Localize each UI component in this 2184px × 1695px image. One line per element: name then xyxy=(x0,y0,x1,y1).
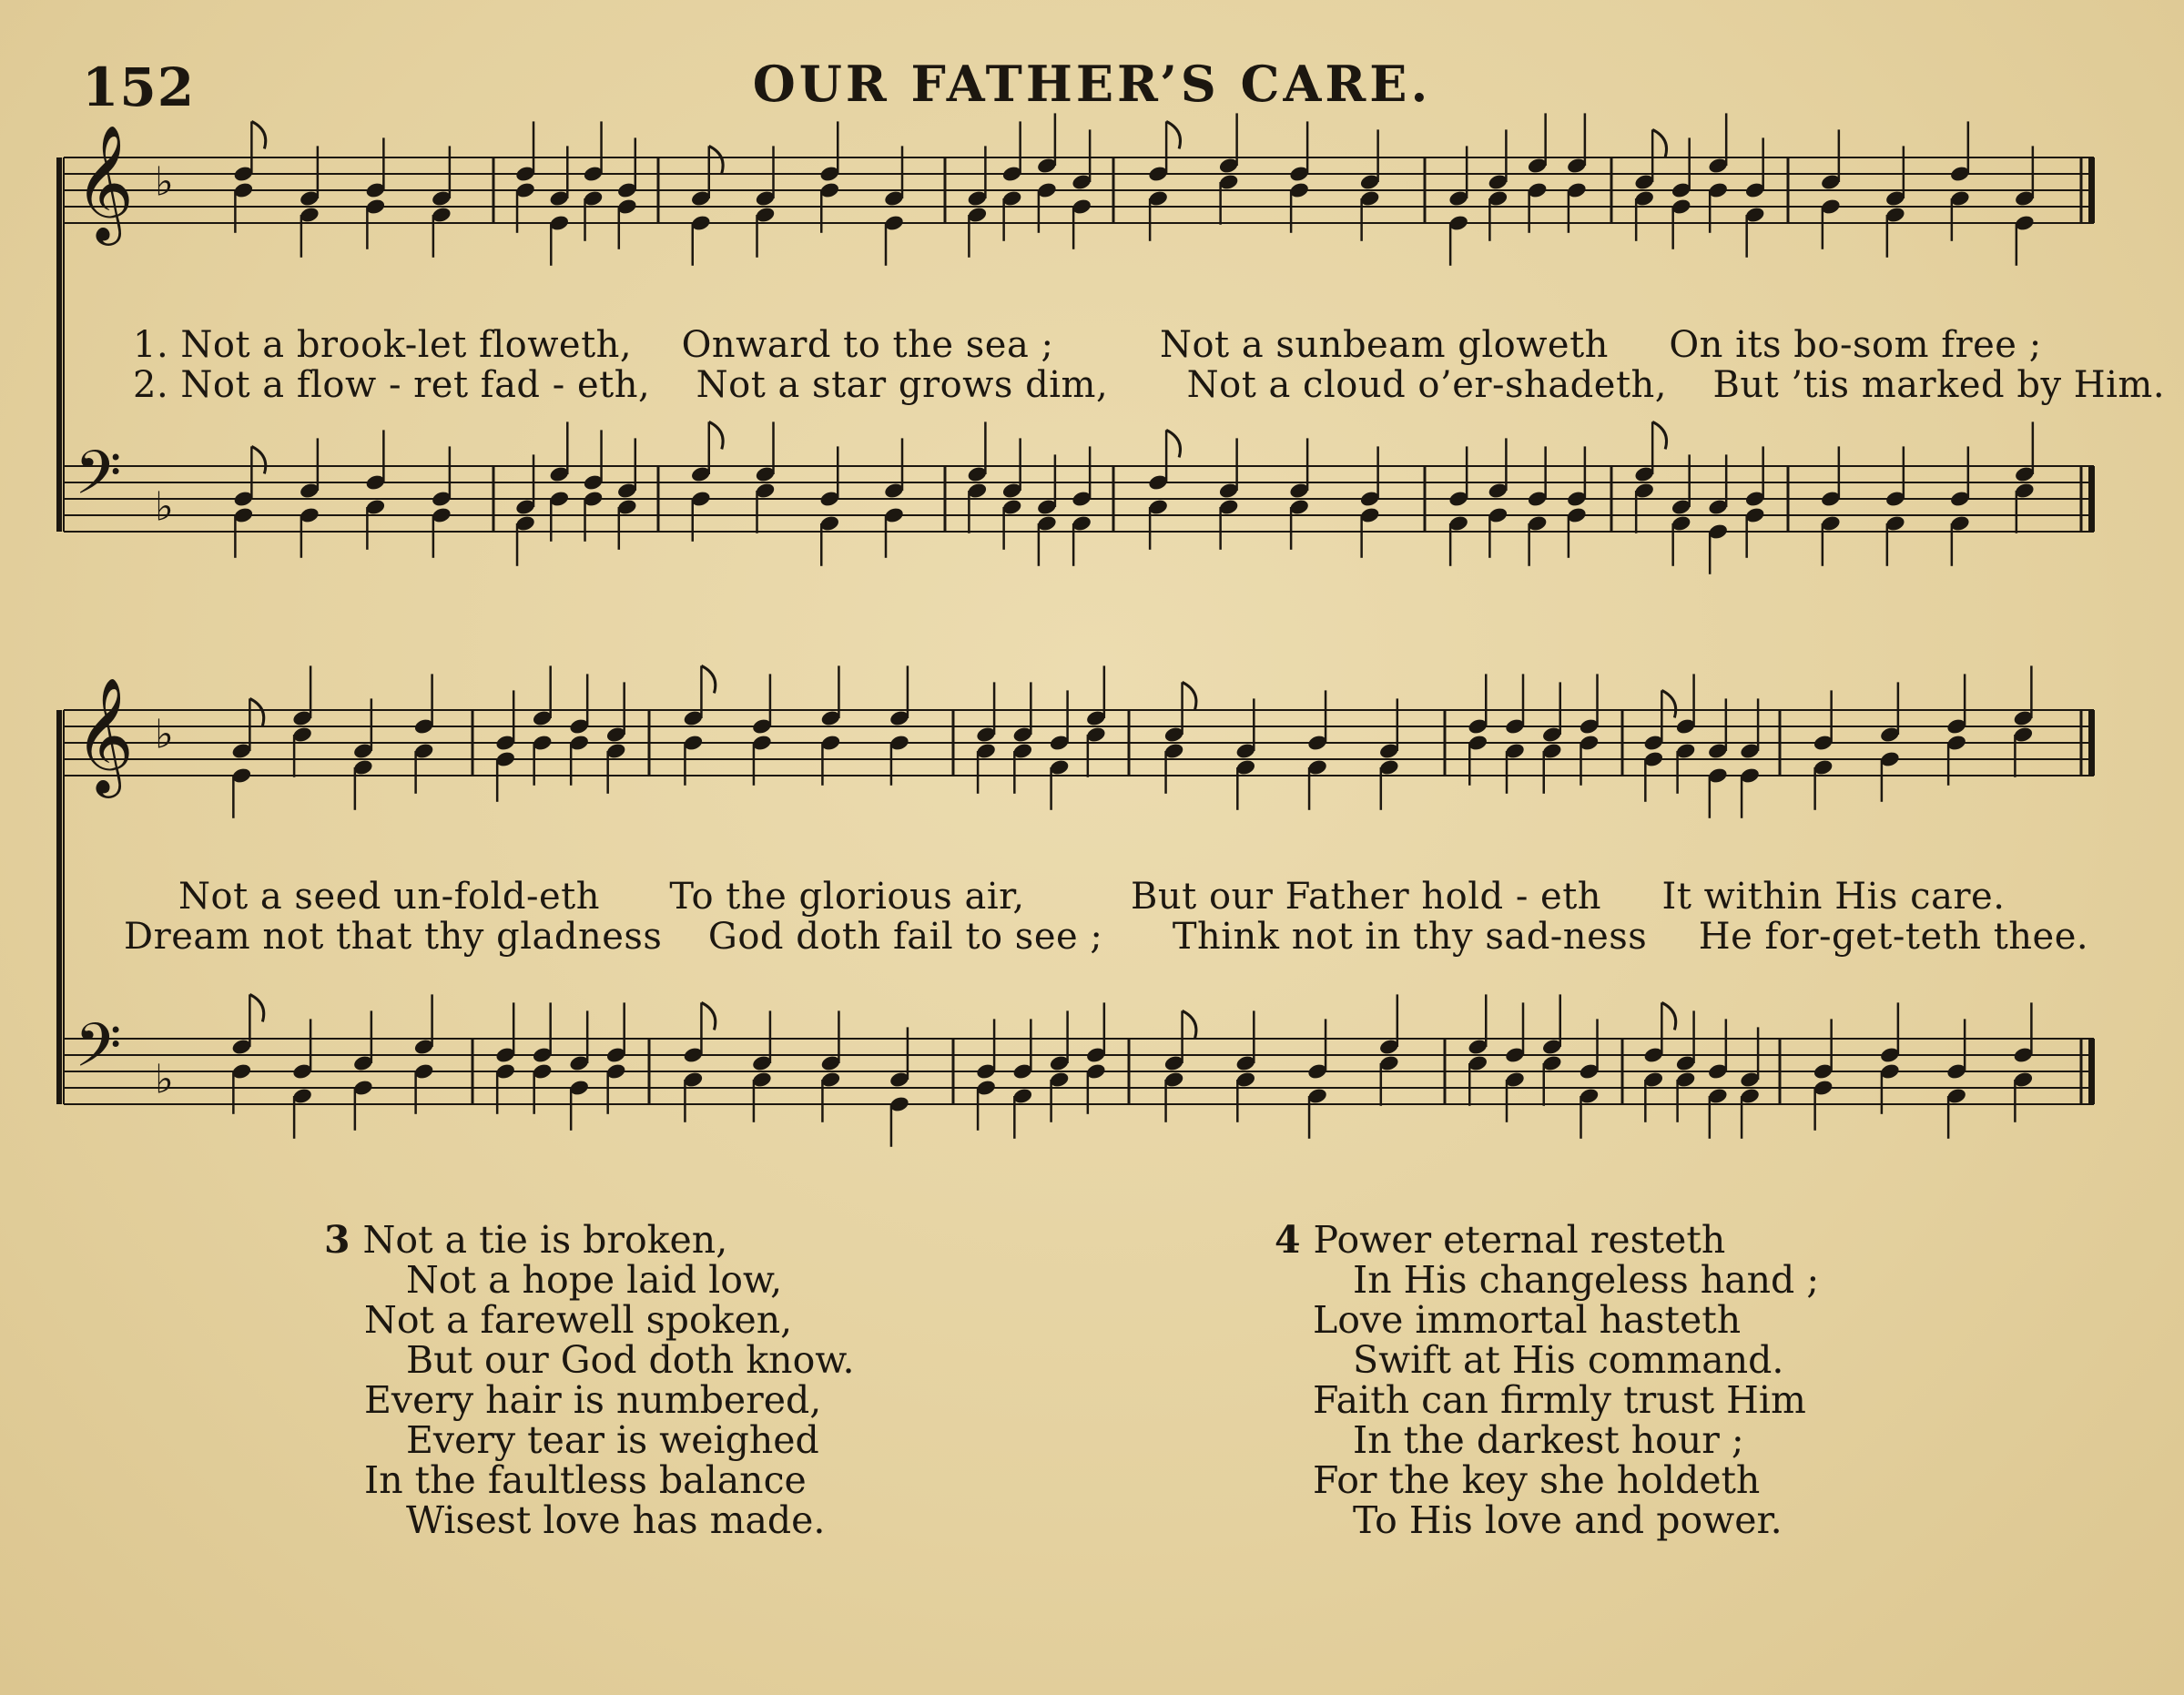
treble-clef-icon: 𝄞 xyxy=(75,675,135,793)
stanza-line: Swift at His command. xyxy=(1353,1338,1784,1382)
lyric-phrase: To the glorious air, xyxy=(669,876,1025,918)
stanza-number: 4 xyxy=(1275,1218,1301,1262)
stanza-line: In His changeless hand ; xyxy=(1353,1258,1820,1302)
flat-icon: ♭ xyxy=(155,1056,174,1103)
note-flag xyxy=(1652,129,1666,157)
stanza-line: But our God doth know. xyxy=(406,1338,855,1382)
note-flag xyxy=(701,665,715,693)
lyric-phrase: But ’tis marked by Him. xyxy=(1712,364,2166,406)
stanza-line: 3 Not a tie is broken, xyxy=(324,1218,728,1262)
note-flag xyxy=(1183,1010,1196,1038)
lyrics-verse2-line1 xyxy=(133,364,2165,406)
stanza-3 xyxy=(324,1220,855,1540)
flat-icon: ♭ xyxy=(155,158,174,206)
lyric-phrase: Not a seed un-fold-eth xyxy=(178,876,600,918)
stanza-number: 3 xyxy=(324,1218,350,1262)
stanza-line: In the darkest hour ; xyxy=(1353,1418,1744,1462)
stanza-4 xyxy=(1275,1220,1819,1540)
lyrics-verse1-line1 xyxy=(133,324,2042,366)
flat-icon: ♭ xyxy=(155,483,174,531)
final-barline xyxy=(2088,710,2095,776)
flat-icon: ♭ xyxy=(155,711,174,758)
lyric-phrase: 2. Not a flow - ret fad - eth, xyxy=(133,364,651,406)
lyric-phrase: Onward to the sea ; xyxy=(681,324,1054,366)
final-barline xyxy=(2088,1039,2095,1104)
stanza-line: Wisest love has made. xyxy=(406,1498,826,1542)
note-flag xyxy=(251,446,265,473)
bass-clef-icon: 𝄢 xyxy=(75,438,122,523)
lyric-phrase: But our Father hold - eth xyxy=(1131,876,1602,918)
final-barline xyxy=(2088,157,2095,223)
bass-clef-icon: 𝄢 xyxy=(75,1010,122,1096)
note-flag xyxy=(249,994,263,1021)
lyrics-verse2-line2 xyxy=(124,916,2088,958)
stanza-line: Every tear is weighed xyxy=(406,1418,819,1462)
note-flag xyxy=(709,146,723,173)
note-flag xyxy=(1661,1002,1675,1030)
lyric-phrase: Not a cloud o’er-shadeth, xyxy=(1186,364,1667,406)
note-flag xyxy=(1661,690,1675,717)
note-flag xyxy=(709,421,723,449)
stanza-line: Faith can firmly trust Him xyxy=(1313,1378,1806,1422)
stanza-line: Not a farewell spoken, xyxy=(364,1298,793,1342)
note-flag xyxy=(1166,121,1180,148)
lyric-phrase: It within His care. xyxy=(1661,876,2006,918)
treble-clef-icon: 𝄞 xyxy=(75,123,135,240)
lyrics-verse1-line2 xyxy=(178,876,2005,918)
lyric-phrase: Not a star grows dim, xyxy=(696,364,1109,406)
lyric-phrase: On its bo-som free ; xyxy=(1669,324,2042,366)
lyric-phrase: 1. Not a brook-let floweth, xyxy=(133,324,633,366)
note-flag xyxy=(701,1002,715,1030)
stanza-line: Every hair is numbered, xyxy=(364,1378,822,1422)
note-flag xyxy=(251,121,265,148)
hymn-title: OUR FATHER’S CARE. xyxy=(752,55,1432,113)
note-flag xyxy=(249,698,263,726)
stanza-line: In the faultless balance xyxy=(364,1458,807,1502)
note-flag xyxy=(1652,421,1666,449)
stanza-line: Love immortal hasteth xyxy=(1313,1298,1742,1342)
stanza-line: Not a hope laid low, xyxy=(406,1258,783,1302)
lyric-phrase: Think not in thy sad-ness xyxy=(1172,916,1648,958)
lyric-phrase: He for-get-teth thee. xyxy=(1698,916,2089,958)
stanza-line: 4 Power eternal resteth xyxy=(1275,1218,1726,1262)
system-bracket xyxy=(56,157,62,532)
stanza-line: For the key she holdeth xyxy=(1313,1458,1761,1502)
note-flag xyxy=(1183,682,1196,709)
lyric-phrase: Not a sunbeam gloweth xyxy=(1159,324,1609,366)
lyric-phrase: God doth fail to see ; xyxy=(707,916,1103,958)
final-barline xyxy=(2088,466,2095,532)
note-flag xyxy=(1166,430,1180,457)
page-number: 152 xyxy=(82,56,196,118)
lyric-phrase: Dream not that thy gladness xyxy=(124,916,663,958)
stanza-line: To His love and power. xyxy=(1353,1498,1783,1542)
system-bracket xyxy=(56,710,62,1104)
